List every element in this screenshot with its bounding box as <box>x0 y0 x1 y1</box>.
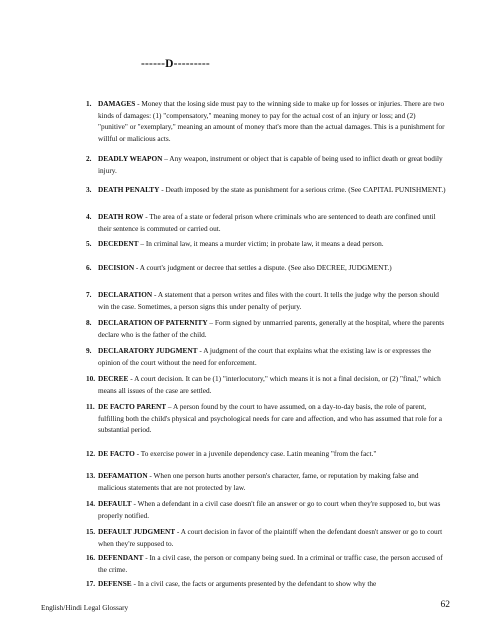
entry-body <box>98 317 446 340</box>
entry-number: 10. <box>86 374 96 383</box>
entry-term: DECREE <box>98 374 129 383</box>
entry-definition: - When one person hurts another person's character, fame, or reputation by making false and malicious statements that are not protected by law. <box>98 471 419 492</box>
entry-number: 4. <box>86 212 92 221</box>
entry-number: 2. <box>86 154 92 163</box>
entry-definition: - To exercise power in a juvenile dependency case. Latin meaning "from the fact." <box>134 449 377 458</box>
entry-number: 7. <box>86 290 92 299</box>
glossary-entry <box>86 184 446 196</box>
entry-body <box>98 289 446 312</box>
glossary-entry <box>86 373 446 396</box>
entry-number: 6. <box>86 263 92 272</box>
entry-number: 9. <box>86 346 92 355</box>
entry-term: DEATH ROW <box>98 212 144 221</box>
entry-term: DEFAULT JUDGMENT <box>98 527 176 536</box>
entry-number: 3. <box>86 185 92 194</box>
glossary-entry <box>86 98 446 144</box>
entry-number: 16. <box>86 553 96 562</box>
entry-term: DEFENDANT <box>98 553 144 562</box>
footer-title: English/Hindi Legal Glossary <box>41 603 129 612</box>
entry-number: 5. <box>86 239 92 248</box>
glossary-entry <box>86 448 446 460</box>
entry-term: DECLARATION OF PATERNITY <box>98 318 208 327</box>
entry-number: 15. <box>86 527 96 536</box>
glossary-entry <box>86 317 446 340</box>
entry-number: 13. <box>86 471 96 480</box>
entry-body <box>98 184 446 196</box>
entry-body <box>98 552 446 575</box>
entry-number: 12. <box>86 449 96 458</box>
entry-body <box>98 498 446 521</box>
glossary-entry <box>86 238 446 250</box>
entry-number: 14. <box>86 499 96 508</box>
entry-definition: - Money that the losing side must pay to the winning side to make up for losses or injuries. There are two kinds of damages: (1) "compensatory," meaning money to pay for the actual cost of an injury or loss; and (2) "punitive" or "exemplary," meaning an amount of money that's more than the actual damages. This is a punishment for willful or malicious acts. <box>98 99 445 143</box>
entry-definition: - A judgment of the court that explains what the existing law is or expresses the opinion of the court without the need for enforcement. <box>98 346 431 367</box>
entry-definition: – In criminal law, it means a murder victim; in probate law, it means a dead person. <box>138 239 384 248</box>
entry-number: 1. <box>86 99 92 108</box>
entry-definition: – A person found by the court to have assumed, on a day-to-day basis, the role of parent, fulfilling both the child's physical and psychological needs for care and affection, and who has assumed that role for a substantial period. <box>98 402 443 434</box>
entry-body <box>98 526 446 549</box>
entry-body <box>98 98 446 144</box>
section-heading: ------D--------- <box>141 58 210 70</box>
entry-term: DEFAMATION <box>98 471 148 480</box>
glossary-entry <box>86 498 446 521</box>
entry-term: DEADLY WEAPON <box>98 154 163 163</box>
glossary-entry <box>86 345 446 368</box>
entry-term: DE FACTO <box>98 449 135 458</box>
entry-term: DECLARATORY JUDGMENT <box>98 346 198 355</box>
entry-term: DEATH PENALTY <box>98 185 160 194</box>
entry-number: 17. <box>86 579 96 588</box>
glossary-entry <box>86 552 446 575</box>
glossary-entry <box>86 211 446 234</box>
entry-term: DAMAGES <box>98 99 136 108</box>
entry-definition: – Any weapon, instrument or object that is capable of being used to inflict death or great bodily injury. <box>98 154 443 175</box>
glossary-entry <box>86 401 446 436</box>
glossary-entry <box>86 289 446 312</box>
entry-term: DECISION <box>98 263 135 272</box>
glossary-entry <box>86 526 446 549</box>
entry-body <box>98 238 446 250</box>
entry-definition: - In a civil case, the facts or arguments presented by the defendant to show why the <box>131 579 377 588</box>
entry-body <box>98 448 446 460</box>
entry-body <box>98 153 446 176</box>
entry-term: DECLARATION <box>98 290 153 299</box>
entry-term: DEFAULT <box>98 499 132 508</box>
entry-body <box>98 401 446 436</box>
entry-term: DECEDENT <box>98 239 139 248</box>
glossary-entry <box>86 153 446 176</box>
entry-definition: - In a civil case, the person or company being sued. In a criminal or traffic case, the person accused of the crime. <box>98 553 443 574</box>
entry-definition: - A statement that a person writes and files with the court. It tells the judge why the person should win the case. Sometimes, a person signs this under penalty of perjury. <box>98 290 439 311</box>
entry-definition: - A court's judgment or decree that settles a dispute. (See also DECREE, JUDGMENT.) <box>134 263 392 272</box>
entry-definition: - Death imposed by the state as punishment for a serious crime. (See CAPITAL PUNISHMENT.) <box>159 185 446 194</box>
entry-body <box>98 578 446 590</box>
entry-definition: - A court decision in favor of the plaintiff when the defendant doesn't answer or go to court when they're supposed to. <box>98 527 443 548</box>
glossary-entry <box>86 578 446 590</box>
entry-definition: - The area of a state or federal prison where criminals who are sentenced to death are confined until their sentence is commuted or carried out. <box>98 212 436 233</box>
glossary-entry <box>86 262 446 274</box>
entry-definition: - A court decision. It can be (1) "interlocutory," which means it is not a final decision, or (2) "final," which means all issues of the case are settled. <box>98 374 441 395</box>
entry-body <box>98 373 446 396</box>
entry-number: 11. <box>86 402 95 411</box>
entry-body <box>98 211 446 234</box>
entry-term: DE FACTO PARENT <box>98 402 167 411</box>
glossary-entry <box>86 470 446 493</box>
page-number: 62 <box>440 600 450 610</box>
entry-number: 8. <box>86 318 92 327</box>
entry-definition: - When a defendant in a civil case doesn't file an answer or go to court when they're supposed to, but was properly notified. <box>98 499 441 520</box>
entry-body <box>98 262 446 274</box>
entry-term: DEFENSE <box>98 579 132 588</box>
entry-definition: – Form signed by unmarried parents, generally at the hospital, where the parents declare who is the father of the child. <box>98 318 445 339</box>
entry-body <box>98 345 446 368</box>
entry-body <box>98 470 446 493</box>
